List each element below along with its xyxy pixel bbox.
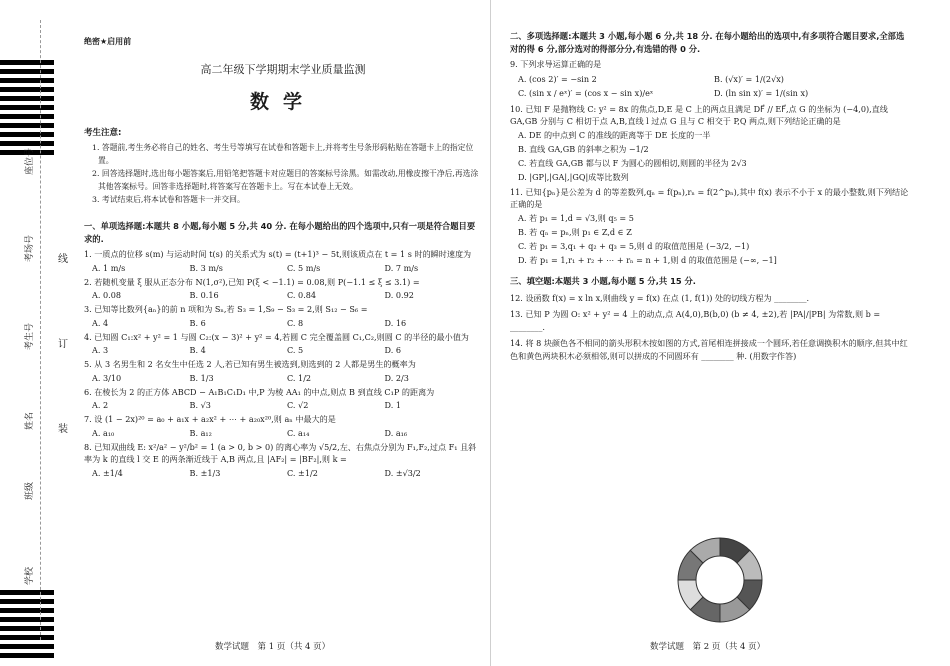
option: C. a₁₄ (287, 427, 310, 438)
binding-line-char: 线 (58, 254, 68, 265)
question-12: 12. 设函数 f(x) = x ln x,则曲线 y = f(x) 在点 (1, f(1)) 处的切线方程为 ________. (510, 292, 810, 303)
arrow-block-ring-figure (675, 535, 765, 625)
option: B. 6 (189, 317, 206, 328)
option: D. ±√3/2 (384, 467, 421, 478)
page-one-footer: 数学试题 第 1 页（共 4 页） (215, 642, 331, 652)
exam-title: 高二年级下学期期末学业质量监测 (200, 63, 366, 76)
option: D. 16 (384, 317, 407, 328)
candidate-no-label: 考生号 (25, 322, 35, 350)
section-three-heading: 三、填空题:本题共 3 小题,每小题 5 分,共 15 分. (510, 275, 696, 286)
barcode-top (0, 60, 54, 159)
notes-heading: 考生注意: (84, 128, 122, 138)
note-item: 3. 考试结束后,将本试卷和答题卡一并交回。 (92, 195, 245, 204)
section-one-heading: 一、单项选择题:本题共 8 小题,每小题 5 分,共 40 分. 在每小题给出的四个选项中,只有一项是符合题目要求的. (84, 221, 476, 244)
question-4-options (92, 344, 482, 356)
binding-staple-char: 订 (58, 339, 68, 350)
option: B. (√x)′ = 1/(2√x) (714, 73, 784, 84)
page-two (510, 30, 910, 362)
option: B. a₁₂ (189, 427, 212, 438)
question-9: 9. 下列求导运算正确的是 (510, 59, 602, 69)
option: C. 5 m/s (287, 262, 321, 273)
question-10: 10. 已知 F 是抛物线 C: y² = 8x 的焦点,D,E 是 C 上的两点且满足 DF⃗ // EF⃗,点 G 的坐标为 (−4,0),直线 GA,GB 分别与 C 相切于点 A,B,直线 l 过点 G 且与 C 相交于 P,Q 两点,则下列结论正确的是 (510, 103, 888, 126)
option: D. 7 m/s (384, 262, 419, 273)
option: D. 若 p₁ = 1,r₁ + r₂ + ⋯ + rₙ = n + 1,则 d 的取值范围是 (−∞, −1] (518, 254, 777, 265)
question-1: 1. 一质点的位移 s(m) 与运动时间 t(s) 的关系式为 s(t) = (t+1)³ − 5t,则该质点在 t = 1 s 时的瞬时速度为 (84, 249, 472, 259)
confidential-mark: 绝密★启用前 (84, 37, 132, 46)
class-label: 班级 (25, 481, 35, 500)
question-2-options (92, 289, 482, 301)
question-7-options (92, 427, 482, 439)
option: B. ±1/3 (189, 467, 221, 478)
binding-strip (0, 0, 72, 666)
option: A. 2 (92, 400, 109, 410)
page-divider (490, 0, 491, 666)
option: D. |GP|,|GA|,|GQ|成等比数列 (518, 171, 629, 182)
question-6-options (92, 399, 482, 411)
option: A. 0.08 (92, 290, 122, 300)
option: A. a₁₀ (92, 427, 115, 438)
option: A. ±1/4 (92, 467, 123, 478)
option: B. 若 qₙ = pₙ,则 p₁ ∈ Z,d ∈ Z (518, 226, 632, 237)
question-5: 5. 从 3 名男生和 2 名女生中任选 2 人,若已知有男生被选到,则选到的 2 人都是男生的概率为 (84, 359, 416, 369)
option: B. 1/3 (189, 372, 214, 383)
subject-title: 数学 (249, 91, 316, 113)
option: D. 6 (384, 345, 401, 355)
option: C. ±1/2 (287, 467, 318, 478)
option: D. 2/3 (384, 372, 409, 383)
question-3-options (92, 317, 482, 329)
option: A. DE 的中点到 C 的准线的距离等于 DE 长度的一半 (518, 129, 711, 140)
option: D. 1 (384, 400, 401, 410)
option: A. 若 p₁ = 1,d = √3,则 q₅ = 5 (518, 212, 634, 223)
cut-line (40, 20, 41, 640)
question-8-options (92, 467, 482, 479)
question-7: 7. 设 (1 − 2x)²⁰ = a₀ + a₁x + a₂x² + ⋯ + a₂₀x²⁰,则 aₙ 中最大的是 (84, 414, 336, 424)
option: A. 3 (92, 345, 109, 355)
option: C. 1/2 (287, 372, 312, 383)
option: D. 0.92 (384, 290, 414, 300)
binding-bind-char: 装 (58, 424, 68, 435)
room-label: 考场号 (25, 234, 35, 262)
page-one (84, 36, 482, 481)
question-14: 14. 将 8 块颜色各不相同的箭头形积木按如图的方式,首尾相连拼接成一个圆环,若任意调换积木的顺序,但其中红色和黄色两块积木必须相邻,则可以拼成的不同圆环有 ________ 种. (用数字作答) (510, 338, 908, 361)
question-13: 13. 已知 P 为圆 O: x² + y² = 4 上的动点,点 A(4,0),B(b,0) (b ≠ 4, ±2),若 |PA|/|PB| 为常数,则 b = ________. (510, 309, 881, 332)
option: A. 1 m/s (92, 262, 126, 273)
page-two-footer: 数学试题 第 2 页（共 4 页） (650, 642, 766, 652)
option: D. a₁₆ (384, 427, 408, 438)
option: C. 8 (287, 317, 304, 328)
option: B. 直线 GA,GB 的斜率之积为 −1/2 (518, 143, 649, 154)
note-item: 2. 回答选择题时,选出每小题答案后,用铅笔把答题卡对应题目的答案标号涂黑。如需改动,用橡皮擦干净后,再选涂其他答案标号。回答非选择题时,将答案写在答题卡上。写在本试卷上无效。 (92, 169, 479, 191)
option: B. 4 (189, 345, 206, 355)
question-11: 11. 已知{pₙ}是公差为 d 的等差数列,qₙ = f(pₙ),rₙ = f(2^pₙ),其中 f(x) 表示不小于 x 的最小整数,则下列结论正确的是 (510, 186, 909, 209)
option: A. (cos 2)′ = −sin 2 (518, 73, 597, 84)
note-item: 1. 答题前,考生务必将自己的姓名、考生号等填写在试卷和答题卡上,并将考生号条形码粘贴在答题卡上的指定位置。 (92, 143, 474, 165)
question-9-options (518, 72, 910, 100)
name-label: 姓名 (25, 411, 35, 430)
seat-label: 座位号 (25, 147, 35, 175)
option: B. 0.16 (189, 290, 219, 300)
barcode-bottom (0, 590, 54, 662)
option: C. 若直线 GA,GB 都与以 F 为圆心的圆相切,则圆的半径为 2√3 (518, 157, 747, 168)
option: D. (ln sin x)′ = 1/(sin x) (714, 87, 809, 98)
question-3: 3. 已知等比数列{aₙ}的前 n 项和为 Sₙ,若 S₃ = 1,S₉ − S₃ = 2,则 S₁₂ − S₆ = (84, 304, 368, 314)
question-2: 2. 若随机变量 ξ 服从正态分布 N(1,σ²),已知 P(ξ < −1.1) = 0.08,则 P(−1.1 ≤ ξ ≤ 3.1) = (84, 276, 420, 287)
option: C. 0.84 (287, 290, 317, 300)
question-8: 8. 已知双曲线 E: x²/a² − y²/b² = 1 (a > 0, b > 0) 的离心率为 √5/2,左、右焦点分别为 F₁,F₂,过点 F₁ 且斜率为 k 的直线 l 交 E 的两条渐近线于 A,B 两点,且 |AF₂| = |BF₂|,则 k = (84, 441, 477, 464)
question-6: 6. 在棱长为 2 的正方体 ABCD − A₁B₁C₁D₁ 中,P 为棱 AA₁ 的中点,则点 B 到直线 C₁P 的距离为 (84, 386, 435, 397)
school-label: 学校 (25, 566, 35, 585)
question-5-options (92, 372, 482, 384)
question-4: 4. 已知圆 C₁:x² + y² = 1 与圆 C₂:(x − 3)² + y² = 4,若圆 C 完全覆盖圆 C₁,C₂,则圆 C 的半径的最小值为 (84, 331, 469, 342)
option: B. √3 (189, 400, 211, 410)
option: C. (sin x / eˣ)′ = (cos x − sin x)/eˣ (518, 87, 654, 98)
option: C. 5 (287, 345, 304, 355)
question-1-options (92, 262, 482, 274)
option: C. 若 p₁ = 3,q₁ + q₂ + q₃ = 5,则 d 的取值范围是 (−3/2, −1) (518, 240, 750, 251)
section-two-heading: 二、多项选择题:本题共 3 小题,每小题 6 分,共 18 分. 在每小题给出的选项中,有多项符合题目要求,全部选对的得 6 分,部分选对的得部分分,有选错的得 0 分. (510, 31, 905, 54)
option: A. 3/10 (92, 372, 122, 383)
option: B. 3 m/s (189, 262, 223, 273)
option: C. √2 (287, 400, 309, 410)
option: A. 4 (92, 317, 109, 328)
